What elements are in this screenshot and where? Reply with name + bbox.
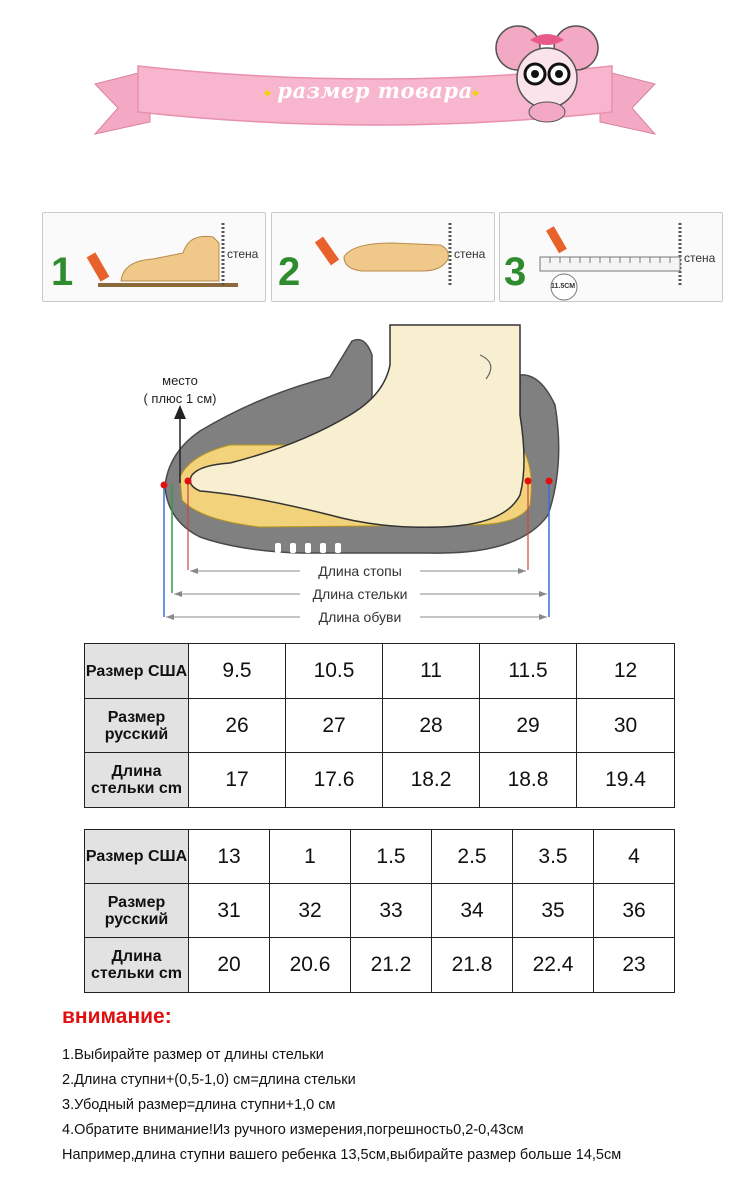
table-cell: 3.5 [513,830,594,884]
size-table-2 [84,829,675,993]
attention-title: внимание: [62,1005,172,1028]
table-cell: 1 [270,830,351,884]
table-cell: 36 [594,884,675,938]
step-1-panel [42,212,266,302]
table-cell: 17.6 [286,753,383,808]
table-cell: 31 [189,884,270,938]
banner [0,0,750,150]
table-cell: 10.5 [286,644,383,699]
header-ru-size: Размер русский [85,884,189,938]
note-line-1: 1.Выбирайте размер от длины стельки [62,1047,324,1063]
ruler-value-label: 11.5CM [551,283,576,290]
table-cell: 22.4 [513,938,594,993]
step-1-wall-label: стена [227,247,259,261]
extra-space-label: место [162,373,198,388]
table-cell: 11.5 [480,644,577,699]
foot-length-label: Длина стопы [300,563,420,579]
extra-space-note: ( плюс 1 см) [143,391,217,406]
table-cell: 30 [577,699,675,753]
ribbon-graphic [0,0,750,150]
note-line-5: Например,длина ступни вашего ребенка 13,5см,выбирайте размер больше 14,5см [62,1147,622,1163]
table-row-us [85,644,675,699]
table-cell: 21.8 [432,938,513,993]
note-line-4: 4.Обратите внимание!Из ручного измерения,погрешность0,2-0,43см [62,1122,524,1138]
table-cell: 26 [189,699,286,753]
table-cell: 17 [189,753,286,808]
table-cell: 18.8 [480,753,577,808]
header-insole-length: Длина стельки cm [85,938,189,993]
table-cell: 11 [383,644,480,699]
svg-text:✦: ✦ [470,86,481,101]
shoe-length-label: Длина обуви [300,609,420,625]
step-3-wall-label: стена [684,251,716,265]
header-us-size: Размер США [85,644,189,699]
table-cell: 28 [383,699,480,753]
table-cell: 2.5 [432,830,513,884]
table-row-ru [85,699,675,753]
header-us-size: Размер США [85,830,189,884]
table-cell: 13 [189,830,270,884]
table-cell: 35 [513,884,594,938]
table-cell: 19.4 [577,753,675,808]
table-cell: 1.5 [351,830,432,884]
table-cell: 20 [189,938,270,993]
step-3-panel [499,212,723,302]
table-row-insole [85,753,675,808]
step-1-number: 1 [51,250,74,294]
step-2-number: 2 [278,250,301,294]
insole-length-label: Длина стельки [300,586,420,602]
step-2-panel [271,212,495,302]
table-row-us [85,830,675,884]
table-cell: 20.6 [270,938,351,993]
table-cell: 29 [480,699,577,753]
table-row-insole [85,938,675,993]
table-cell: 32 [270,884,351,938]
table-cell: 27 [286,699,383,753]
table-cell: 21.2 [351,938,432,993]
step-3-number: 3 [504,250,527,294]
table-cell: 4 [594,830,675,884]
table-cell: 33 [351,884,432,938]
svg-text:✦: ✦ [262,86,273,101]
table-cell: 12 [577,644,675,699]
table-cell: 34 [432,884,513,938]
table-cell: 9.5 [189,644,286,699]
step-2-wall-label: стена [454,247,486,261]
note-line-2: 2.Длина ступни+(0,5-1,0) см=длина стельки [62,1072,356,1088]
table-cell: 18.2 [383,753,480,808]
header-insole-length: Длина стельки cm [85,753,189,808]
shoe-size-diagram [0,315,750,635]
header-ru-size: Размер русский [85,699,189,753]
table-row-ru [85,884,675,938]
banner-title: размер товара [277,78,473,103]
size-table-1 [84,643,675,808]
note-line-3: 3.Убодный размер=длина ступни+1,0 см [62,1097,336,1113]
table-cell: 23 [594,938,675,993]
